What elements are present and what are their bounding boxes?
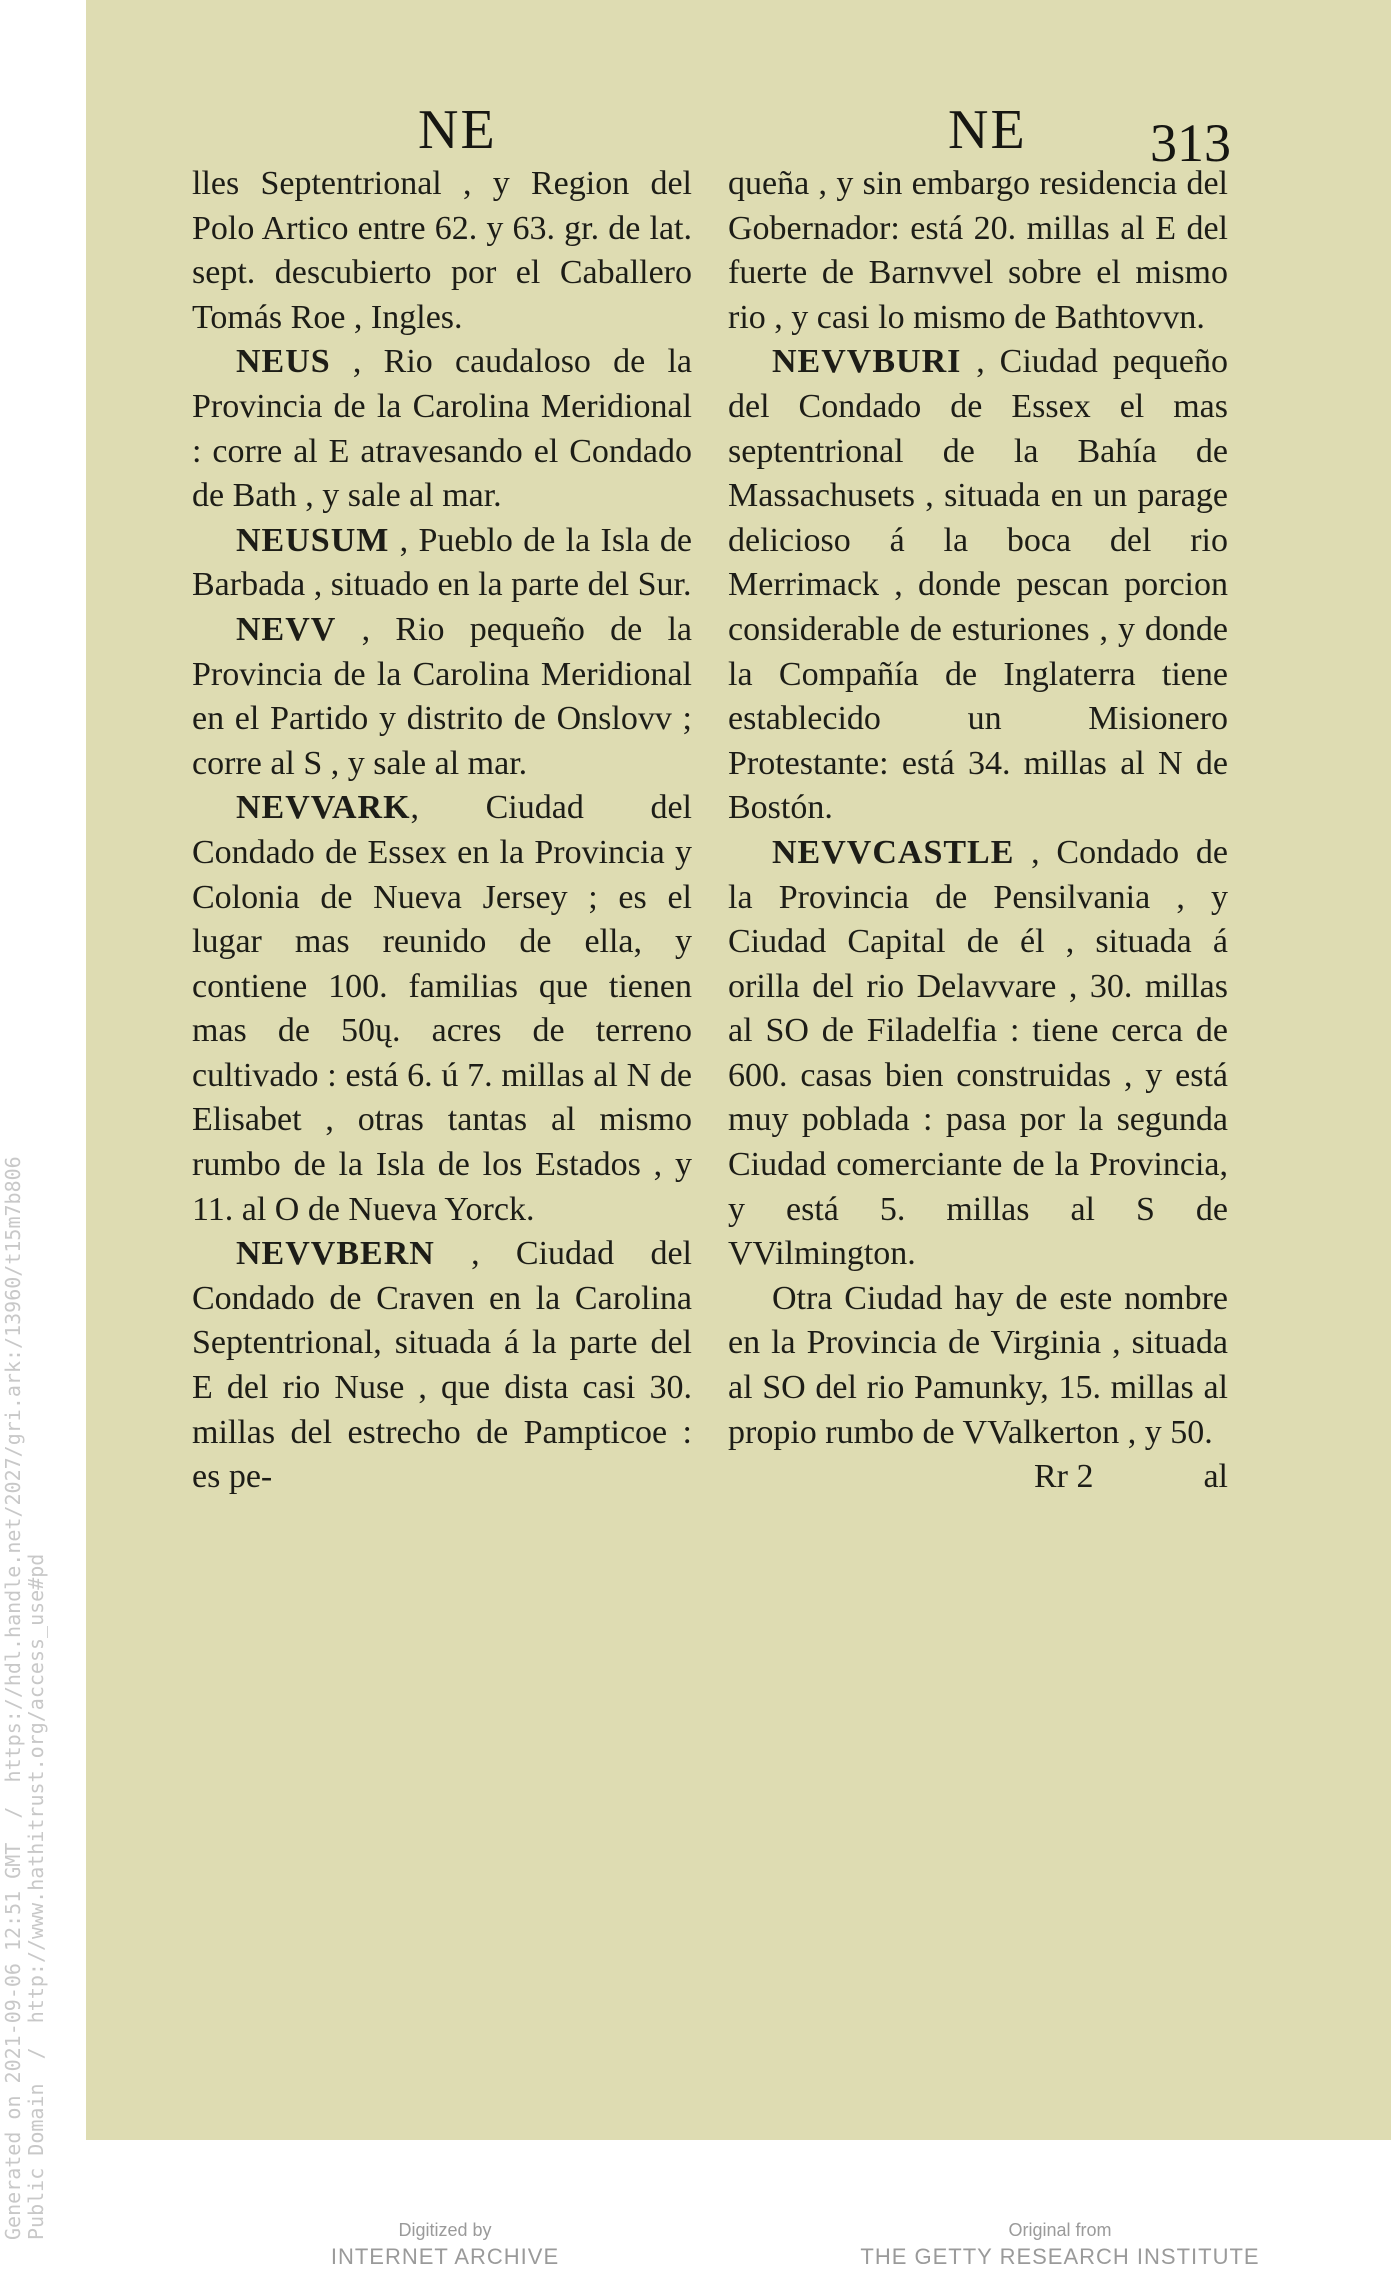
right-column-entry: [728, 831, 1228, 1277]
left-column-entry: [192, 608, 692, 786]
left-column: [192, 162, 692, 1500]
entry-text: lles Septentrional , y Region del Polo Artico entre 62. y 63. gr. de lat. sept. descubierto por el Caballero Tomás Roe , Ingles.: [192, 165, 692, 336]
entry-text: Otra Ciudad hay de este nombre en la Provincia de Virginia , situada al SO del rio Pamunky, 15. millas al propio rumbo de VValkerton , y 50.: [728, 1279, 1228, 1451]
entry-text: , Pueblo de la Isla de Barbada , situado en la parte del Sur.: [192, 521, 692, 604]
left-column-entry: [192, 786, 692, 1232]
page-number: 313: [1150, 113, 1231, 173]
entry-text: queña , y sin embargo residencia del Gobernador: está 20. millas al E del fuerte de Barnvvel sobre el mismo rio , y casi lo mismo de Bathtovvn.: [728, 165, 1228, 336]
entry-text: , Condado de la Provincia de Pensilvania , y Ciudad Capital de él , situada á orilla del rio Delavvare , 30. millas al SO de Filadelfia : tiene cerca de 600. casas bien construidas , y está muy poblada : pasa por la segunda Ciudad comerciante de la Provincia, y está 5. millas al S de VVilmington.: [728, 833, 1228, 1273]
catchline: [728, 1455, 1228, 1500]
entry-headword: NEUS: [236, 343, 331, 381]
entry-text: , Ciudad del Condado de Essex en la Provincia y Colonia de Nueva Jersey ; es el lugar mas reunido de ella, y contiene 100. familias que tienen mas de 50ų. acres de terreno cultivado : está 6. ú 7. millas al N de Elisabet , otras tantas al mismo rumbo de la Isla de los Estados , y 11. al O de Nueva Yorck.: [192, 789, 692, 1228]
running-head-right: NE: [948, 99, 1027, 161]
entry-headword: NEUSUM: [236, 521, 390, 559]
right-column-entry: [728, 1277, 1228, 1455]
entry-headword: NEVV: [236, 610, 337, 648]
entry-headword: NEVVBERN: [236, 1235, 435, 1273]
entry-headword: NEVVARK: [236, 789, 411, 827]
signature-mark: Rr 2: [1033, 1458, 1094, 1496]
left-column-entry: [192, 162, 692, 340]
internet-archive-label: INTERNET ARCHIVE: [330, 2244, 560, 2269]
left-column-entry: [192, 1232, 692, 1500]
stamp-line-1: Generated on 2021-09-06 12:51 GMT / https://hdl.handle.net/2027/gri.ark:/13960/t15m7b806: [1, 1156, 25, 2240]
left-column-entry: [192, 340, 692, 518]
right-column-entry: [728, 340, 1228, 831]
left-column-entry: [192, 519, 692, 608]
right-column: [728, 162, 1228, 1500]
entry-text: , Ciudad del Condado de Craven en la Carolina Septentrional, situada á la parte del E del rio Nuse , que dista casi 30. millas del estrecho de Pampticoe : es pe-: [192, 1235, 692, 1496]
original-from-label: Original from: [1008, 2220, 1112, 2240]
entry-text: , Ciudad pequeño del Condado de Essex el mas septentrional de la Bahía de Massachusets , situada en un parage delicioso á la boca del rio Merrimack , donde pescan porcion considerable de esturiones , y donde la Compañía de Inglaterra tiene establecido un Misionero Protestante: está 34. millas al N de Bostón.: [728, 343, 1228, 827]
entry-text: , Rio pequeño de la Provincia de la Carolina Meridional en el Partido y distrito de Onslovv ; corre al S , y sale al mar.: [192, 610, 692, 782]
entry-headword: NEVVCASTLE: [772, 833, 1015, 871]
entry-text: , Rio caudaloso de la Provincia de la Carolina Meridional : corre al E atravesando el Condado de Bath , y sale al mar.: [192, 343, 692, 515]
right-column-entry: [728, 162, 1228, 340]
stamp-line-2: Public Domain / http://www.hathitrust.org/access_use#pd: [24, 1553, 48, 2240]
entry-headword: NEVVBURI: [772, 343, 962, 381]
running-head-left: NE: [418, 99, 497, 161]
getty-institute-label: THE GETTY RESEARCH INSTITUTE: [860, 2244, 1260, 2269]
access-stamp: [2, 1156, 48, 2240]
digitized-by-label: Digitized by: [398, 2220, 492, 2240]
catchword: al: [1203, 1458, 1228, 1496]
